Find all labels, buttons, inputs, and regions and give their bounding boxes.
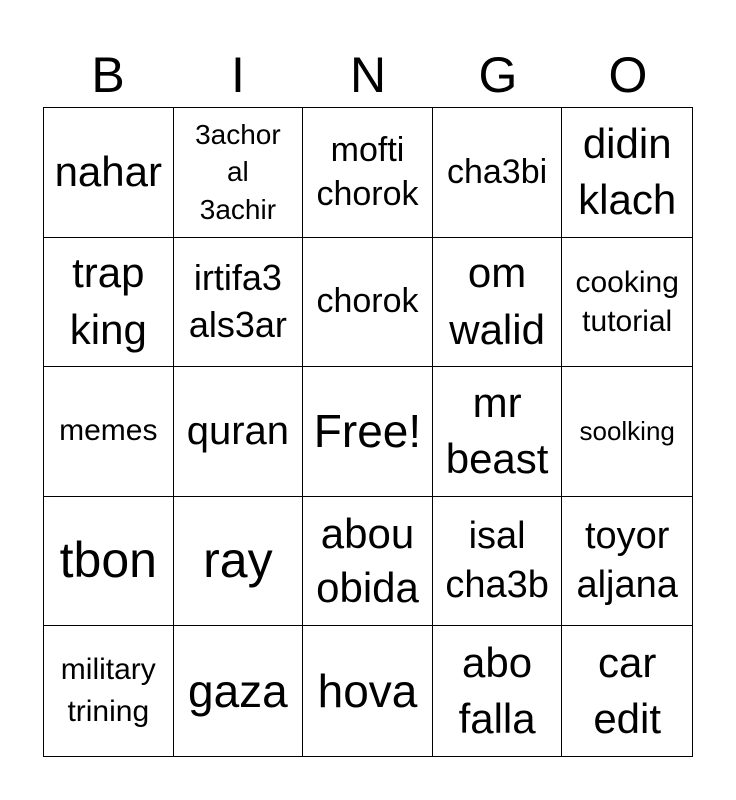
bingo-cell[interactable] (174, 367, 304, 497)
header-letter-o: O (608, 47, 648, 103)
bingo-cell[interactable] (44, 367, 174, 497)
bingo-cell-label: gaza (188, 664, 288, 717)
bingo-cell[interactable] (174, 238, 304, 368)
bingo-cell[interactable] (433, 108, 563, 238)
header-letter-n: N (349, 47, 387, 103)
bingo-cell-label: mr beast (445, 378, 549, 483)
bingo-cell[interactable] (174, 497, 304, 627)
bingo-cell[interactable] (174, 626, 304, 756)
bingo-cell[interactable] (433, 497, 563, 627)
header-letter-i: I (231, 47, 245, 103)
bingo-cell[interactable] (562, 367, 692, 497)
bingo-cell-label: cooking tutorial (575, 265, 679, 338)
bingo-cell[interactable] (44, 497, 174, 627)
bingo-cell-label: tbon (59, 532, 157, 589)
header-letter-g: G (478, 47, 518, 103)
bingo-cell[interactable] (433, 238, 563, 368)
bingo-cell-label: chorok (316, 282, 419, 321)
bingo-cell-label: hova (317, 664, 418, 717)
header-letter-b: B (91, 47, 125, 103)
bingo-cell[interactable] (303, 238, 433, 368)
bingo-cell[interactable] (562, 108, 692, 238)
bingo-cell-label: memes (59, 414, 158, 448)
bingo-cell-label: abou obida (316, 509, 419, 612)
bingo-cell[interactable] (562, 497, 692, 627)
bingo-cell[interactable] (44, 626, 174, 756)
bingo-cell-label: 3achor al 3achir (195, 118, 281, 226)
bingo-cell[interactable] (433, 626, 563, 756)
bingo-cell-label: military trining (60, 653, 156, 729)
bingo-cell[interactable] (562, 626, 692, 756)
bingo-cell-label: isal cha3b (445, 514, 549, 607)
bingo-cell-label: car edit (593, 638, 662, 743)
bingo-cell-label: nahar (54, 148, 162, 196)
bingo-cell[interactable] (303, 626, 433, 756)
bingo-cell-label: om walid (449, 249, 545, 353)
bingo-cell[interactable] (44, 238, 174, 368)
bingo-header (43, 42, 693, 108)
bingo-cell-label: mofti chorok (316, 131, 419, 214)
bingo-cell[interactable] (174, 108, 304, 238)
bingo-cell-label: quran (186, 409, 290, 454)
bingo-cell[interactable] (44, 108, 174, 238)
bingo-cell[interactable] (303, 367, 433, 497)
bingo-cell-label: trap king (69, 249, 147, 353)
bingo-cell-label: ray (203, 532, 273, 589)
bingo-cell[interactable] (303, 108, 433, 238)
bingo-cell[interactable] (562, 238, 692, 368)
bingo-cell-label: irtifa3 als3ar (188, 257, 287, 345)
bingo-cell-label: toyor aljana (576, 514, 678, 607)
bingo-cell-label: Free! (313, 404, 422, 457)
bingo-cell-label: didin klach (578, 119, 677, 224)
bingo-cell[interactable] (433, 367, 563, 497)
bingo-cell[interactable] (303, 497, 433, 627)
bingo-board (43, 107, 693, 757)
bingo-cell-label: soolking (579, 415, 675, 446)
bingo-cell-label: abo falla (458, 638, 536, 743)
bingo-cell-label: cha3bi (446, 152, 548, 191)
